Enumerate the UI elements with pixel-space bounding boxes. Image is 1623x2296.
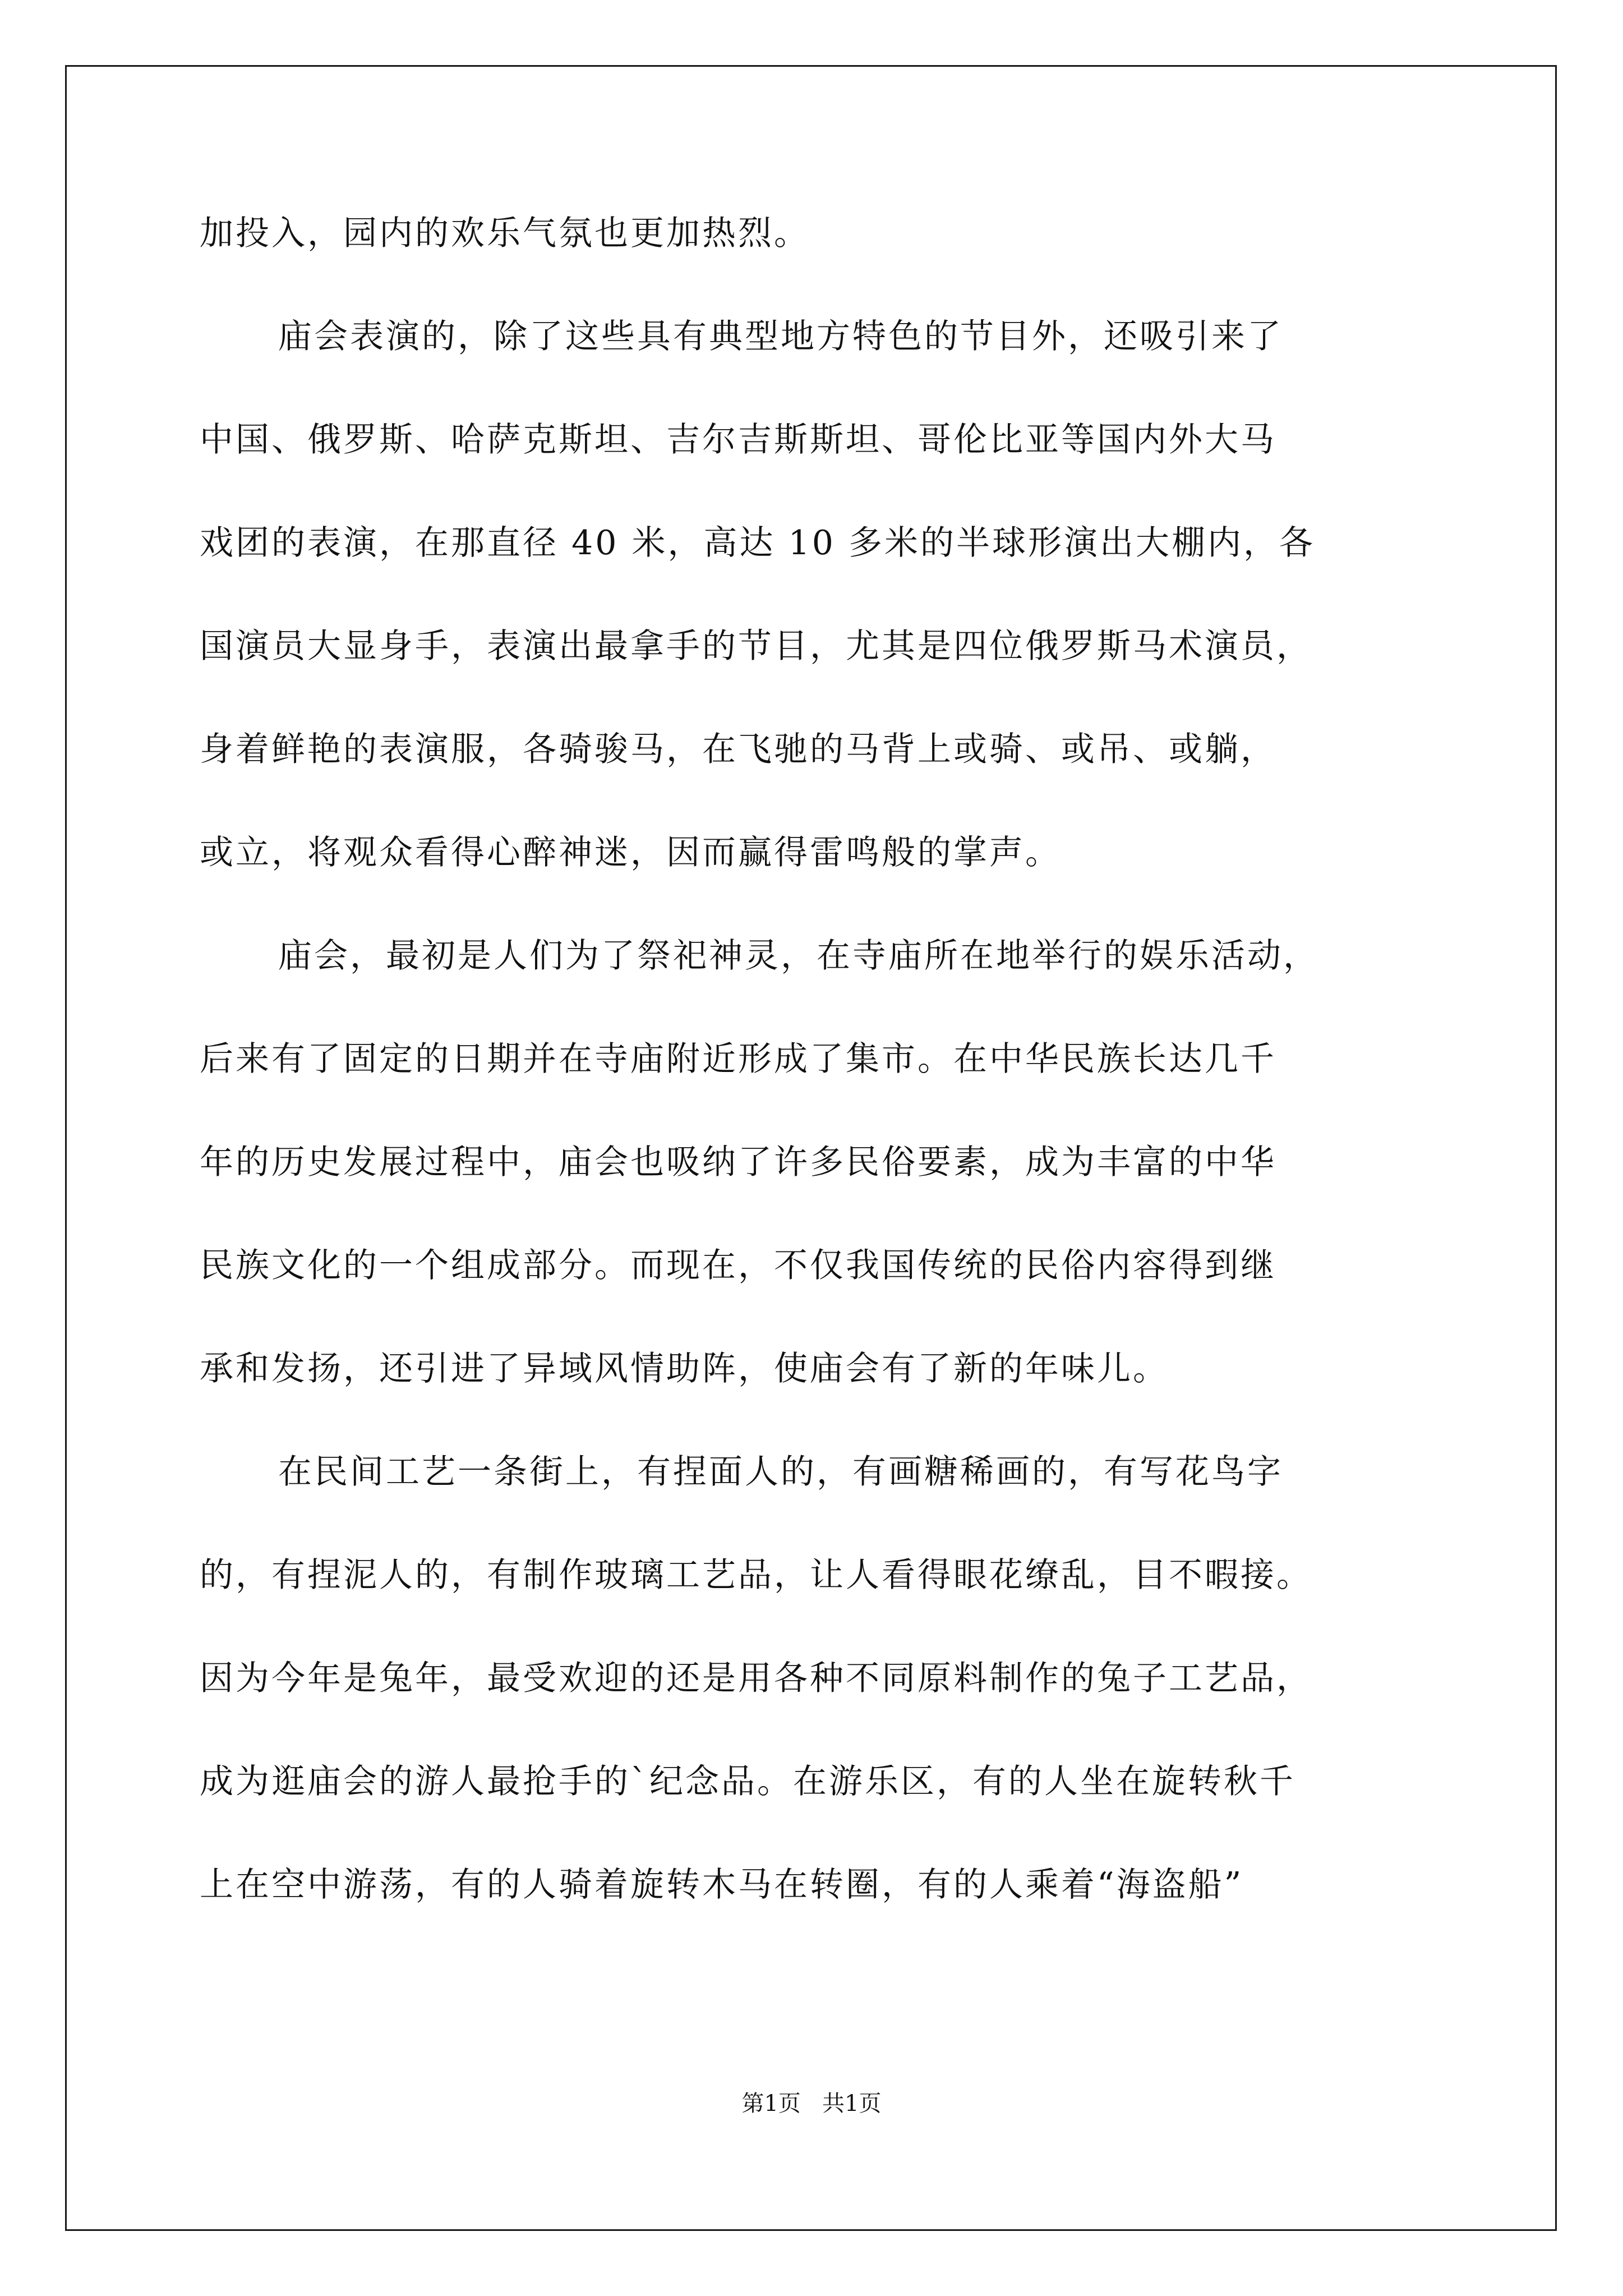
page-footer: 第1页 共1页 <box>741 2091 882 2116</box>
text-line: 戏团的表演，在那直径 40 米，高达 10 多米的半球形演出大棚内，各 <box>200 523 1315 563</box>
text-line: 或立，将观众看得心醉神迷，因而赢得雷鸣般的掌声。 <box>200 833 1061 872</box>
text-line: 身着鲜艳的表演服，各骑骏马，在飞驰的马背上或骑、或吊、或躺， <box>200 730 1276 769</box>
text-line: 上在空中游荡，有的人骑着旋转木马在转圈，有的人乘着“海盗船” <box>200 1865 1244 1904</box>
text-line: 民族文化的一个组成部分。而现在，不仅我国传统的民俗内容得到继 <box>200 1246 1276 1285</box>
text-line: 后来有了固定的日期并在寺庙附近形成了集市。在中华民族长达几千 <box>200 1039 1276 1079</box>
paragraph-start-line: 庙会，最初是人们为了祭祀神灵，在寺庙所在地举行的娱乐活动， <box>278 936 1319 976</box>
text-line: 年的历史发展过程中，庙会也吸纳了许多民俗要素，成为丰富的中华 <box>200 1143 1276 1182</box>
text-line: 加投入，园内的欢乐气氛也更加热烈。 <box>200 214 810 253</box>
paragraph-start-line: 庙会表演的，除了这些具有典型地方特色的节目外，还吸引来了 <box>278 317 1283 356</box>
text-line: 国演员大显身手，表演出最拿手的节目，尤其是四位俄罗斯马术演员， <box>200 627 1312 666</box>
text-line: 成为逛庙会的游人最抢手的`纪念品。在游乐区，有的人坐在旋转秋千 <box>200 1762 1295 1801</box>
text-line: 因为今年是兔年，最受欢迎的还是用各种不同原料制作的兔子工艺品， <box>200 1659 1312 1698</box>
text-line: 承和发扬，还引进了异域风情助阵，使庙会有了新的年味儿。 <box>200 1349 1169 1388</box>
text-line: 的，有捏泥人的，有制作玻璃工艺品，让人看得眼花缭乱，目不暇接。 <box>200 1556 1312 1595</box>
paragraph-start-line: 在民间工艺一条街上，有捏面人的，有画糖稀画的，有写花鸟字 <box>278 1452 1283 1492</box>
text-line: 中国、俄罗斯、哈萨克斯坦、吉尔吉斯斯坦、哥伦比亚等国内外大马 <box>200 420 1276 459</box>
